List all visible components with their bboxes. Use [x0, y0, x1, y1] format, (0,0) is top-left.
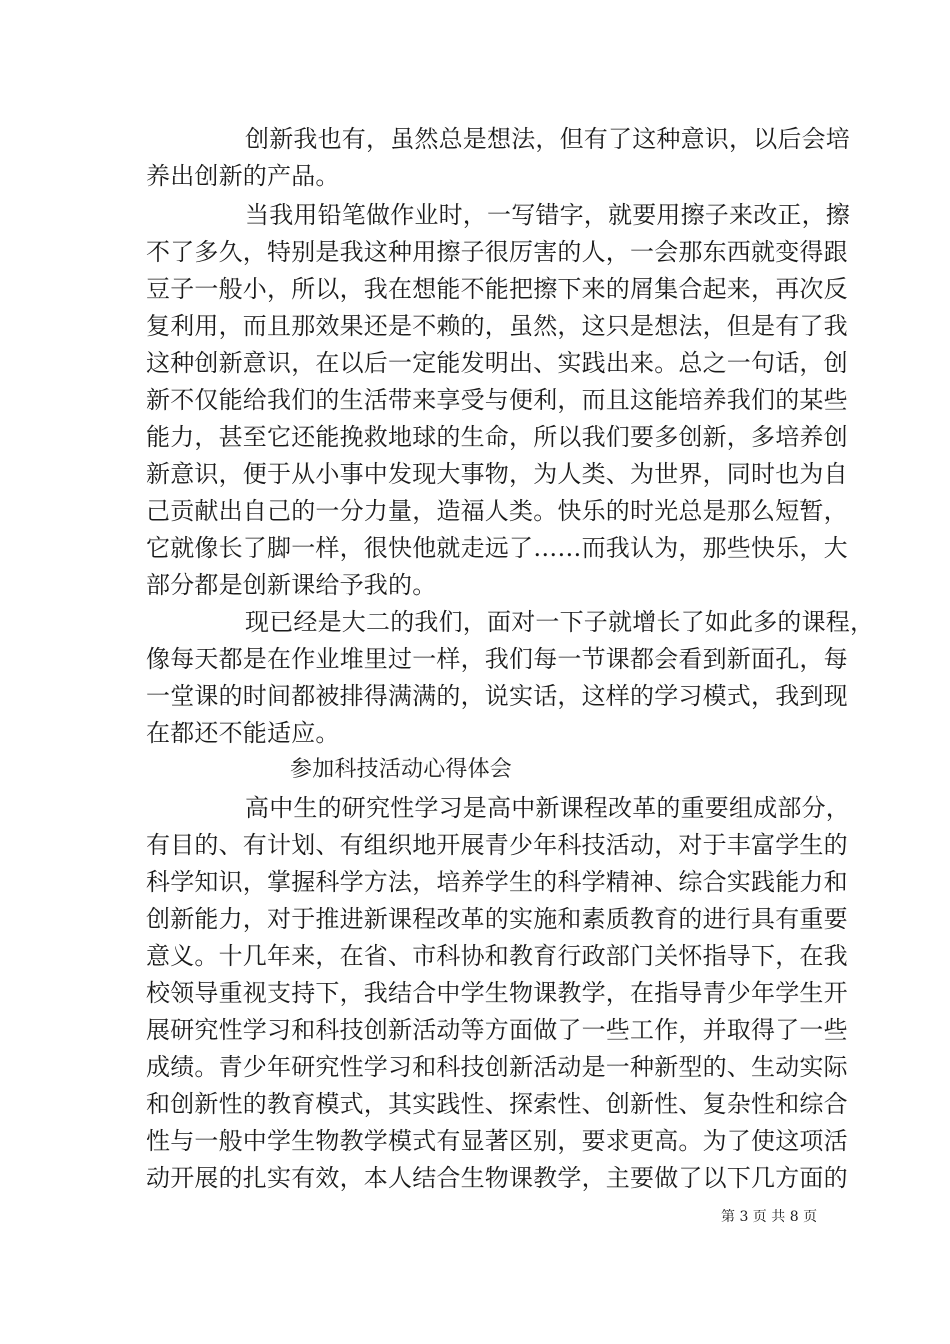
text-line: 成绩。青少年研究性学习和科技创新活动是一种新型的、生动实际 — [146, 1053, 848, 1081]
text-line: 当我用铅笔做作业时，一写错字，就要用擦子来改正，擦 — [245, 201, 850, 229]
section-title: 参加科技活动心得体会 — [290, 757, 513, 782]
text-line: 豆子一般小，所以，我在想能不能把擦下来的屑集合起来，再次反 — [146, 275, 848, 303]
text-line: 不了多久，特别是我这种用擦子很厉害的人，一会那东西就变得跟 — [146, 238, 848, 266]
text-line: 这种创新意识，在以后一定能发明出、实践出来。总之一句话，创 — [146, 349, 848, 377]
text-line: 部分都是创新课给予我的。 — [146, 571, 437, 599]
text-line: 复利用，而且那效果还是不赖的，虽然，这只是想法，但是有了我 — [146, 312, 848, 340]
text-line: 新意识，便于从小事中发现大事物，为人类、为世界，同时也为自 — [146, 460, 848, 488]
text-line: 己贡献出自己的一分力量，造福人类。快乐的时光总是那么短暂， — [146, 497, 848, 525]
text-line: 高中生的研究性学习是高中新课程改革的重要组成部分， — [245, 794, 850, 822]
text-line: 性与一般中学生物教学模式有显著区别，要求更高。为了使这项活 — [146, 1127, 848, 1155]
text-line: 在都还不能适应。 — [146, 719, 340, 747]
text-line: 和创新性的教育模式，其实践性、探索性、创新性、复杂性和综合 — [146, 1090, 848, 1118]
text-line: 养出创新的产品。 — [146, 162, 340, 190]
text-line: 创新我也有，虽然总是想法，但有了这种意识，以后会培 — [245, 125, 850, 153]
text-line: 现已经是大二的我们，面对一下子就增长了如此多的课程， — [245, 608, 875, 636]
text-line: 一堂课的时间都被排得满满的，说实话，这样的学习模式，我到现 — [146, 682, 848, 710]
text-line: 它就像长了脚一样，很快他就走远了……而我认为，那些快乐，大 — [146, 534, 848, 562]
text-line: 意义。十几年来，在省、市科协和教育行政部门关怀指导下，在我 — [146, 942, 848, 970]
text-line: 校领导重视支持下，我结合中学生物课教学，在指导青少年学生开 — [146, 979, 848, 1007]
text-line: 科学知识，掌握科学方法，培养学生的科学精神、综合实践能力和 — [146, 868, 848, 896]
text-line: 有目的、有计划、有组织地开展青少年科技活动，对于丰富学生的 — [146, 831, 848, 859]
text-line: 像每天都是在作业堆里过一样，我们每一节课都会看到新面孔，每 — [146, 645, 848, 673]
text-line: 创新能力，对于推进新课程改革的实施和素质教育的进行具有重要 — [146, 905, 848, 933]
text-line: 能力，甚至它还能挽救地球的生命，所以我们要多创新，多培养创 — [146, 423, 848, 451]
text-line: 展研究性学习和科技创新活动等方面做了一些工作，并取得了一些 — [146, 1016, 848, 1044]
page-indicator: 第 3 页 共 8 页 — [721, 1209, 818, 1225]
text-line: 动开展的扎实有效，本人结合生物课教学，主要做了以下几方面的 — [146, 1164, 848, 1192]
text-line: 新不仅能给我们的生活带来享受与便利，而且这能培养我们的某些 — [146, 386, 848, 414]
